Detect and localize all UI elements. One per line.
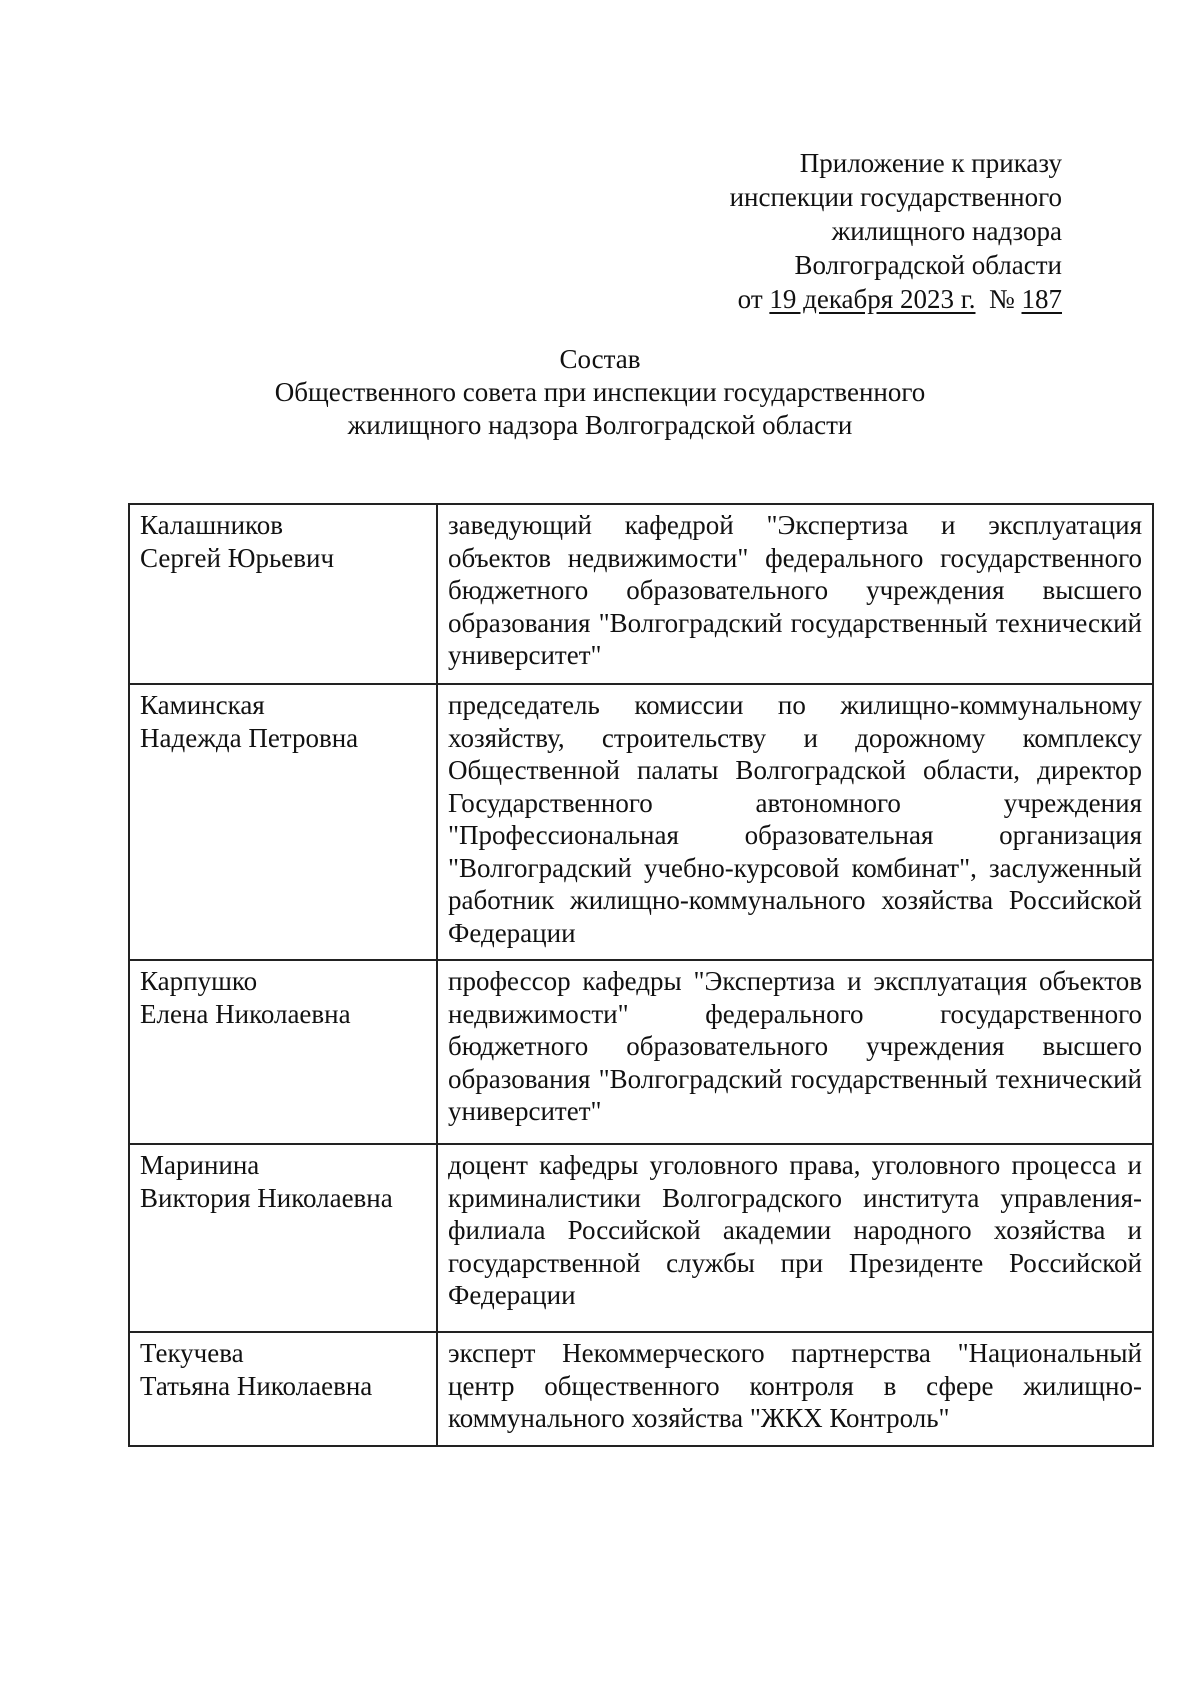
- member-surname: Маринина: [140, 1150, 260, 1180]
- order-date-number-line: [730, 282, 1062, 316]
- member-surname: Текучева: [140, 1338, 244, 1368]
- header-line-3: жилищного надзора: [831, 216, 1062, 246]
- header-line-4: Волгоградской области: [794, 250, 1062, 280]
- table-row: [129, 1144, 1153, 1332]
- member-surname: Каминская: [140, 690, 265, 720]
- member-position: председатель комиссии по жилищно-коммунальному хозяйству, строительству и дорожному комплексу Общественной палаты Волгоградской области, директор Государственного автономного учреждения "Профессиональная образовательная организация "Волгоградский учебно-курсовой комбинат", заслуженный работник жилищно-коммунального хозяйства Российской Федерации: [448, 690, 1142, 948]
- number-sign: №: [988, 284, 1015, 314]
- header-line-2: инспекции государственного: [729, 182, 1062, 212]
- council-members-table: [128, 503, 1154, 1447]
- table-row: [129, 684, 1153, 960]
- header-line-1: Приложение к приказу: [799, 148, 1062, 178]
- member-surname: Карпушко: [140, 966, 258, 996]
- member-position-cell: [437, 684, 1153, 960]
- member-surname: Калашников: [140, 510, 284, 540]
- member-position: эксперт Некоммерческого партнерства "Национальный центр общественного контроля в сфере жилищно-коммунального хозяйства "ЖКХ Контроль": [448, 1338, 1142, 1433]
- member-position: заведующий кафедрой "Экспертиза и эксплуатация объектов недвижимости" федерального государственного бюджетного образовательного учреждения высшего образования "Волгоградский государственный технический университет": [448, 510, 1142, 670]
- member-position: доцент кафедры уголовного права, уголовного процесса и криминалистики Волгоградского института управления-филиала Российской академии народного хозяйства и государственной службы при Президенте Российской Федерации: [448, 1150, 1142, 1310]
- title-line-2: Общественного совета при инспекции государственного: [274, 377, 926, 407]
- member-position-cell: [437, 960, 1153, 1144]
- member-position-cell: [437, 1144, 1153, 1332]
- table-row: [129, 960, 1153, 1144]
- member-name-cell: [129, 960, 437, 1144]
- order-number: 187: [1021, 284, 1062, 314]
- member-given-names: Елена Николаевна: [140, 998, 351, 1029]
- member-given-names: Надежда Петровна: [140, 722, 359, 753]
- member-position-cell: [437, 504, 1153, 684]
- appendix-header: [730, 146, 1062, 316]
- member-given-names: Сергей Юрьевич: [140, 542, 335, 573]
- member-given-names: Виктория Николаевна: [140, 1182, 393, 1213]
- member-name-cell: [129, 684, 437, 960]
- table-row: [129, 504, 1153, 684]
- title-line-3: жилищного надзора Волгоградской области: [347, 410, 853, 440]
- order-date: 19 декабря 2023 г.: [769, 284, 976, 314]
- date-prefix: от: [737, 284, 763, 314]
- table-row: [129, 1332, 1153, 1446]
- member-name-cell: [129, 504, 437, 684]
- title-line-1: Состав: [559, 344, 641, 374]
- member-name-cell: [129, 1144, 437, 1332]
- member-given-names: Татьяна Николаевна: [140, 1370, 373, 1401]
- member-name-cell: [129, 1332, 437, 1446]
- member-position-cell: [437, 1332, 1153, 1446]
- document-title: [0, 343, 1200, 442]
- member-position: профессор кафедры "Экспертиза и эксплуатация объектов недвижимости" федерального государственного бюджетного образовательного учреждения высшего образования "Волгоградский государственный технический университет": [448, 966, 1142, 1126]
